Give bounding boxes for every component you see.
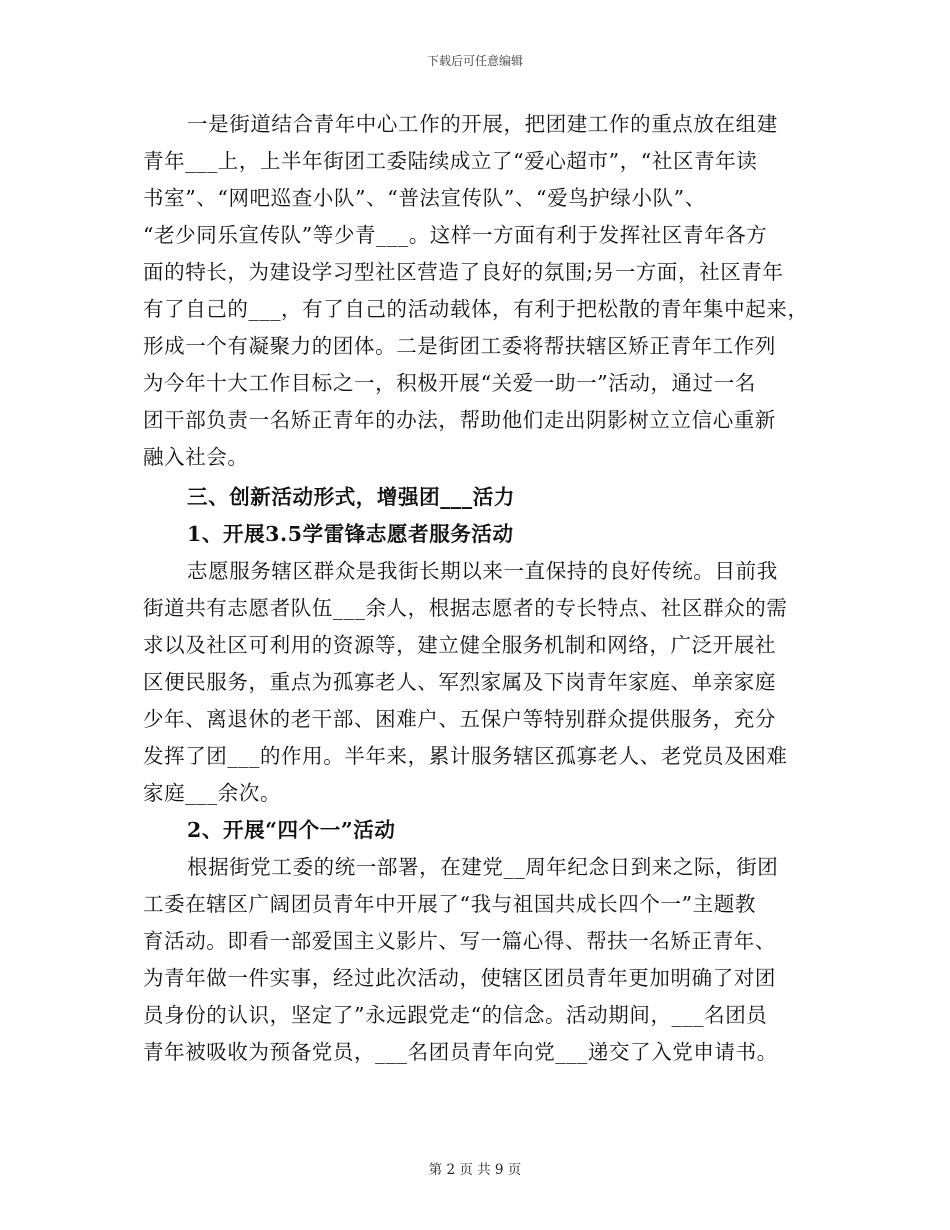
text-line: 青年被吸收为预备党员，___名团员青年向党___递交了入党申请书。 [143,1040,778,1064]
text-line: 为今年十大工作目标之一，积极开展“关爱一助一”活动，通过一名 [143,371,756,395]
text-line: 志愿服务辖区群众是我街长期以来一直保持的良好传统。目前我 [187,559,778,583]
text-line: 街道共有志愿者队伍___余人，根据志愿者的专长特点、社区群众的需 [143,596,788,620]
paragraph-youth-organizations [143,106,823,476]
text-line: “老少同乐宣传队”等少青___。这样一方面有利于发挥社区青年各方 [143,223,768,247]
text-line: 一是街道结合青年中心工作的开展，把团建工作的重点放在组建 [187,112,778,136]
text-line: 区便民服务，重点为孤寡老人、军烈家属及下岗青年家庭、单亲家庭 [143,670,776,694]
text-line: 育活动。即看一部爱国主义影片、写一篇心得、帮扶一名矫正青年、 [143,929,776,953]
text-line: 求以及社区可利用的资源等，建立健全服务机制和网络，广泛开展社 [143,633,776,657]
text-line: 团干部负责一名矫正青年的办法，帮助他们走出阴影树立立信心重新 [143,408,776,432]
paragraph-volunteer-service [143,553,823,812]
text-line: 家庭___余次。 [143,781,282,805]
text-line: 根据街党工委的统一部署，在建党__周年纪念日到来之际，街团 [187,855,779,879]
subsection-heading: 1、开展3.5学雷锋志愿者服务活动 [187,522,514,546]
text-line: 工委在辖区广阔团员青年中开展了“我与祖国共成长四个一”主题教 [143,892,756,916]
text-line: 为青年做一件实事，经过此次活动，使辖区团员青年更加明确了对团 [143,966,776,990]
page-footer: 第 2 页 共 9 页 [428,1162,522,1178]
text-line: 融入社会。 [143,445,249,469]
text-line: 发挥了团___的作用。半年来，累计服务辖区孤寡老人、老党员及困难 [143,744,788,768]
text-line: 面的特长，为建设学习型社区营造了良好的氛围;另一方面，社区青年 [143,260,784,284]
document-body [143,106,823,1071]
text-line: 形成一个有凝聚力的团体。二是街团工委将帮扶辖区矫正青年工作列 [143,334,776,358]
section-heading: 三、创新活动形式，增强团___活力 [187,485,515,509]
text-line: 书室”、“网吧巡查小队”、“普法宣传队”、“爱鸟护绿小队”、 [143,186,706,210]
text-line: 员身份的认识，坚定了”永远跟党走“的信念。活动期间，___名团员 [143,1003,768,1027]
paragraph-four-ones-activity [143,849,823,1071]
page-header: 下载后可任意编辑 [426,54,523,68]
text-line: 有了自己的___，有了自己的活动载体，有利于把松散的青年集中起来， [143,297,809,321]
subsection-heading: 2、开展“四个一”活动 [187,818,396,842]
text-line: 少年、离退休的老干部、困难户、五保户等特别群众提供服务，充分 [143,707,776,731]
text-line: 青年___上，上半年街团工委陆续成立了“爱心超市”，“社区青年读 [143,149,758,173]
